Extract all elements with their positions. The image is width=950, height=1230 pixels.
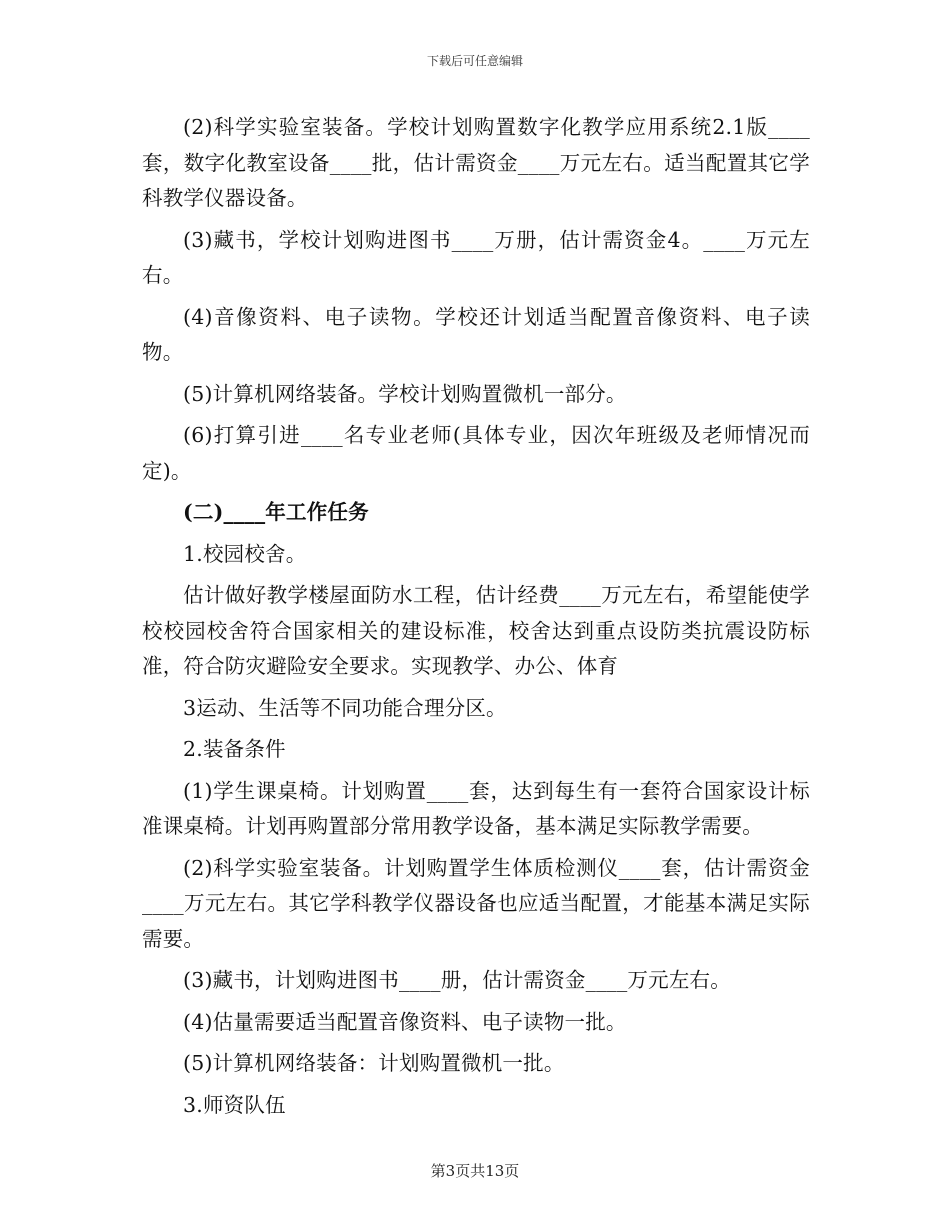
paragraph-fitness-testing: (2)科学实验室装备。计划购置学生体质检测仪____套，估计需资金____万元左右。其它学科教学仪器设备也应适当配置，才能基本满足实际需要。 <box>142 855 810 951</box>
paragraph-book-collection: (3)藏书，学校计划购进图书____万册，估计需资金4。____万元左右。 <box>142 227 810 287</box>
paragraph-desks-chairs: (1)学生课桌椅。计划购置____套，达到每生有一套符合国家设计标准课桌椅。计划再购置部分常用教学设备，基本满足实际教学需要。 <box>142 778 810 838</box>
paragraph-equipment-heading: 2.装备条件 <box>183 737 286 761</box>
paragraph-audio-visual: (4)音像资料、电子读物。学校还计划适当配置音像资料、电子读物。 <box>142 304 810 364</box>
paragraph-functional-zones: 3运动、生活等不同功能合理分区。 <box>183 695 507 720</box>
page-header: 下载后可任意编辑 <box>426 54 523 68</box>
paragraph-media-materials: (4)估量需要适当配置音像资料、电子读物一批。 <box>183 1009 627 1034</box>
paragraph-teaching-staff-heading: 3.师资队伍 <box>183 1092 286 1117</box>
paragraph-campus-buildings-heading: 1.校园校舍。 <box>183 541 307 566</box>
paragraph-campus-buildings-body: 估计做好教学楼屋面防水工程，估计经费____万元左右，希望能使学校校园校舍符合国家相关的建设标准，校舍达到重点设防类抗震设防标准，符合防灾避险安全要求。实现教学、办公、体育 <box>142 583 810 678</box>
document-body <box>142 110 810 1123</box>
paragraph-computers: (5)计算机网络装备：计划购置微机一批。 <box>183 1051 565 1075</box>
paragraph-books-purchase: (3)藏书，计划购进图书____册，估计需资金____万元左右。 <box>183 968 731 992</box>
paragraph-computer-network: (5)计算机网络装备。学校计划购置微机一部分。 <box>183 381 627 406</box>
paragraph-teacher-recruitment: (6)打算引进____名专业老师(具体专业，因次年班级及老师情况而定)。 <box>142 423 810 483</box>
section-heading-annual-tasks: (二)____年工作任务 <box>183 500 369 524</box>
paragraph-science-lab-equipment: (2)科学实验室装备。学校计划购置数字化教学应用系统2.1版____套，数字化教室设备____批，估计需资金____万元左右。适当配置其它学科教学仪器设备。 <box>142 115 810 210</box>
page-number-footer: 第3页共13页 <box>430 1162 520 1180</box>
